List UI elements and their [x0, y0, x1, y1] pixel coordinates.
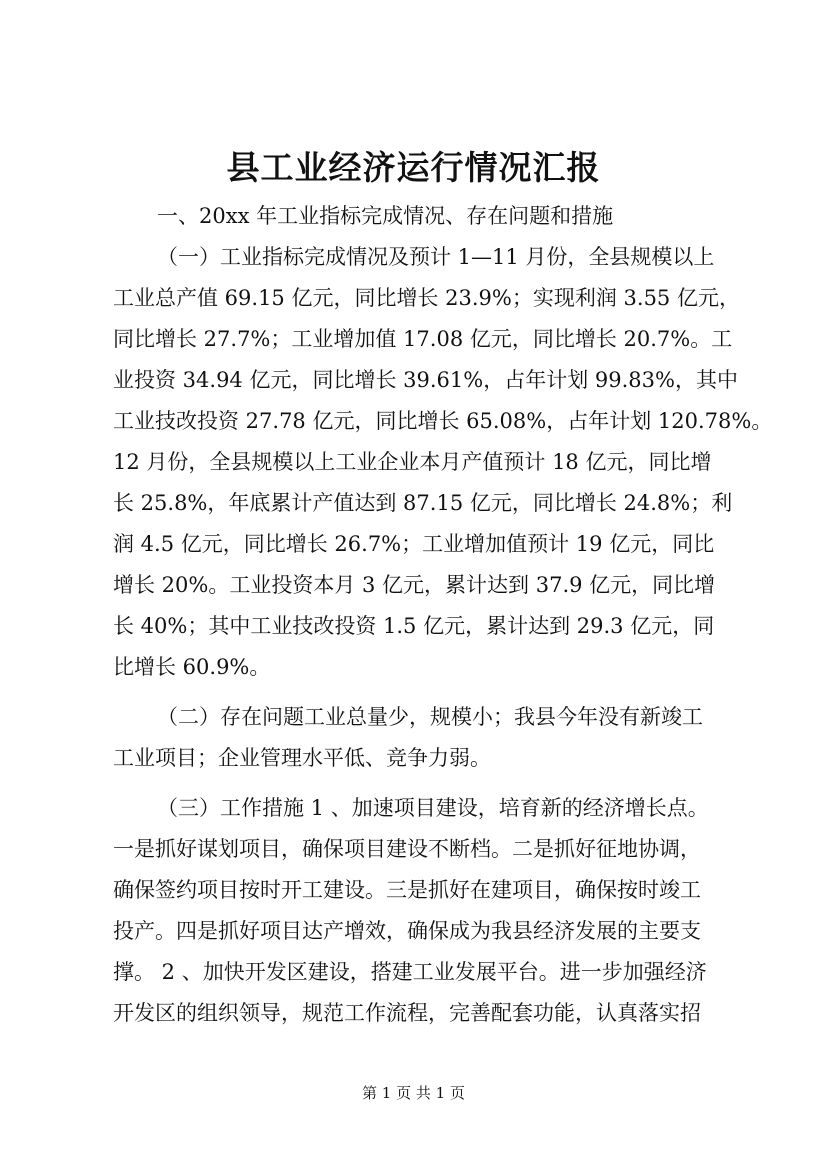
section-heading: 一、20xx 年工业指标完成情况、存在问题和措施	[157, 204, 614, 228]
paragraph-line: 工业总产值 69.15 亿元，同比增长 23.9%；实现利润 3.55 亿元，	[113, 286, 740, 310]
paragraph-line: 12 月份，全县规模以上工业企业本月产值预计 18 亿元，同比增	[113, 450, 712, 474]
paragraph-line: 投产。四是抓好项目达产增效，确保成为我县经济发展的主要支	[113, 919, 701, 943]
page-footer: 第 1 页 共 1 页	[362, 1084, 465, 1102]
paragraph-line: 开发区的组织领导，规范工作流程，完善配套功能，认真落实招	[113, 1001, 701, 1025]
paragraph-line: 长 25.8%，年底累计产值达到 87.15 亿元，同比增长 24.8%；利	[113, 491, 733, 515]
paragraph-line: 确保签约项目按时开工建设。三是抓好在建项目，确保按时竣工	[113, 878, 701, 902]
paragraph-line: （三）工作措施 1 、加速项目建设，培育新的经济增长点。	[157, 796, 709, 820]
paragraph-line: 一是抓好谋划项目，确保项目建设不断档。二是抓好征地协调，	[113, 837, 701, 861]
paragraph-line: 比增长 60.9%。	[113, 655, 271, 679]
paragraph-line: 增长 20%。工业投资本月 3 亿元，累计达到 37.9 亿元，同比增	[113, 573, 716, 597]
paragraph-line: 撑。 2 、加快开发区建设，搭建工业发展平台。进一步加强经济	[113, 960, 707, 984]
paragraph-line: 润 4.5 亿元，同比增长 26.7%；工业增加值预计 19 亿元，同比	[113, 532, 715, 556]
paragraph-line: 同比增长 27.7%；工业增加值 17.08 亿元，同比增长 20.7%。工	[113, 327, 733, 351]
paragraph-line: 业投资 34.94 亿元，同比增长 39.61%，占年计划 99.83%，其中	[113, 368, 738, 392]
document-title: 县工业经济运行情况汇报	[226, 148, 601, 187]
paragraph-line: （一）工业指标完成情况及预计 1—11 月份，全县规模以上	[157, 245, 715, 269]
paragraph-line: 工业项目；企业管理水平低、竞争力弱。	[113, 746, 491, 770]
paragraph-line: （二）存在问题工业总量少，规模小；我县今年没有新竣工	[157, 705, 703, 729]
paragraph-line: 长 40%；其中工业技改投资 1.5 亿元，累计达到 29.3 亿元，同	[113, 614, 715, 638]
paragraph-line: 工业技改投资 27.78 亿元，同比增长 65.08%，占年计划 120.78%。	[113, 409, 773, 433]
